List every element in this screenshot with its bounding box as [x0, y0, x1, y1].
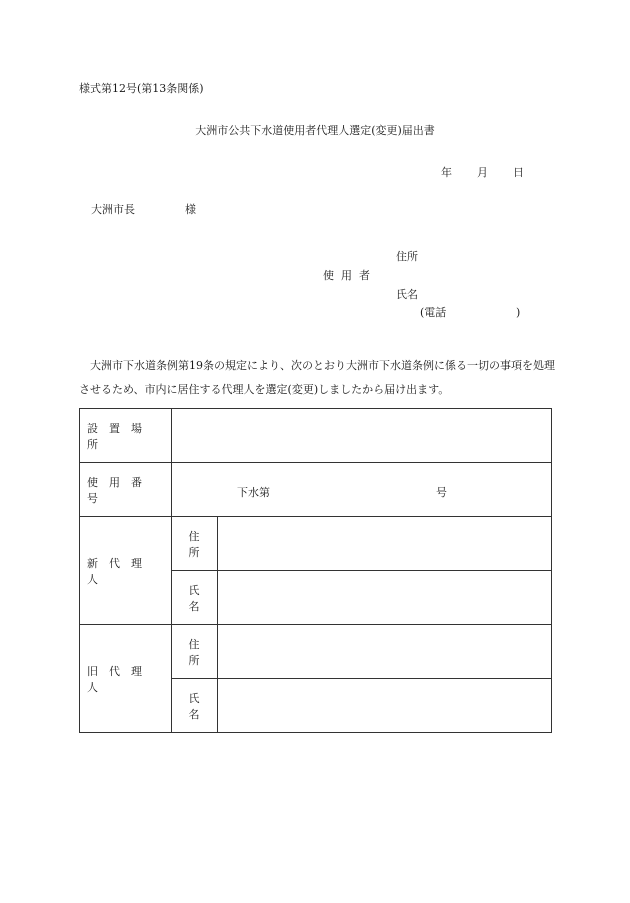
addressee-name: 大洲市長	[91, 203, 135, 216]
install-location-field[interactable]	[172, 409, 552, 463]
usage-number-field[interactable]	[172, 463, 552, 517]
new-agent-label-cell	[80, 517, 172, 625]
new-agent-address-label: 住所	[188, 529, 209, 559]
usage-number-suffix: 号	[436, 486, 447, 499]
install-location-label-cell	[80, 409, 172, 463]
body-text: 大洲市下水道条例第19条の規定により、次のとおり大洲市下水道条例に係る一切の事項を処理させるため、市内に居住する代理人を選定(変更)しましたから届け出ます。	[79, 359, 555, 396]
new-agent-address-field[interactable]	[218, 517, 552, 571]
new-agent-address-label-cell	[172, 517, 218, 571]
old-agent-name-label-cell	[172, 679, 218, 733]
applicant-address-label: 住所	[396, 250, 418, 263]
addressee-honorific: 様	[185, 203, 196, 216]
old-agent-address-field[interactable]	[218, 625, 552, 679]
applicant-name-label: 氏名	[396, 288, 418, 301]
table-row-usage-number	[80, 463, 552, 517]
applicant-user-label: 使用者	[323, 269, 377, 282]
table-row-install-location	[80, 409, 552, 463]
date-day-label: 日	[513, 166, 524, 179]
date-month-label: 月	[477, 166, 488, 179]
date-year-label: 年	[441, 166, 452, 179]
new-agent-name-label-cell	[172, 571, 218, 625]
old-agent-address-label: 住所	[188, 637, 209, 667]
form-table	[79, 408, 552, 733]
old-agent-name-field[interactable]	[218, 679, 552, 733]
usage-number-label-cell	[80, 463, 172, 517]
document-title: 大洲市公共下水道使用者代理人選定(変更)届出書	[195, 124, 435, 137]
table-row-old-agent-address	[80, 625, 552, 679]
new-agent-name-field[interactable]	[218, 571, 552, 625]
new-agent-label: 新代理人	[87, 556, 153, 586]
form-number: 様式第12号(第13条関係)	[79, 82, 204, 95]
old-agent-label-cell	[80, 625, 172, 733]
old-agent-name-label: 氏名	[188, 691, 209, 721]
usage-number-prefix: 下水第	[237, 486, 270, 499]
old-agent-address-label-cell	[172, 625, 218, 679]
applicant-tel-close: )	[516, 306, 521, 319]
install-location-label: 設置場所	[87, 421, 153, 451]
new-agent-name-label: 氏名	[188, 583, 209, 613]
applicant-tel-label: (電話	[420, 306, 447, 319]
usage-number-label: 使用番号	[87, 475, 153, 505]
table-row-new-agent-address	[80, 517, 552, 571]
old-agent-label: 旧代理人	[87, 664, 153, 694]
